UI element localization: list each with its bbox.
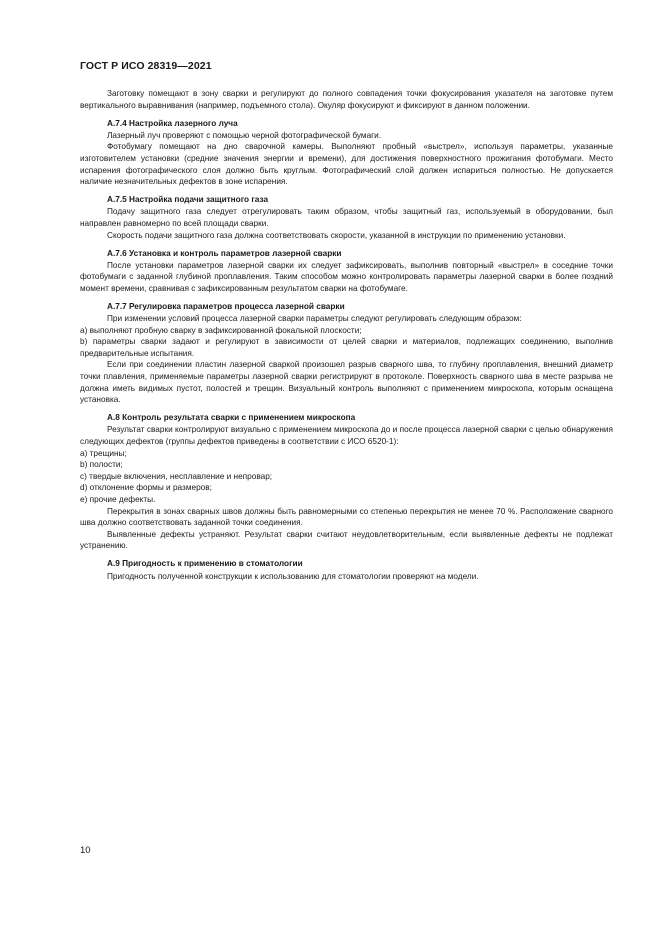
paragraph: Заготовку помещают в зону сварки и регулируют до полного совпадения точки фокусирования указателя на заготовке путем вертикального выравнивания (например, подъемного стола). Окуляр фокусируют и фиксируют в данном положении.	[80, 89, 613, 110]
list-item: a) выполняют пробную сварку в зафиксированной фокальной плоскости;	[80, 325, 362, 335]
page-number: 10	[80, 845, 91, 856]
paragraph: Перекрытия в зонах сварных швов должны быть равномерными со степенью перекрытия не менее 70 %. Расположение сварного шва должно соответствовать заданной точки соединения.	[80, 506, 613, 528]
list-item: b) полости;	[80, 460, 123, 470]
paragraph: Пригодность полученной конструкции к использованию для стоматологии проверяют на модели.	[107, 571, 479, 581]
paragraph: Скорость подачи защитного газа должна соответствовать скорости, указанной в инструкции по применению установки.	[107, 230, 566, 240]
document-body	[80, 88, 613, 582]
paragraph: После установки параметров лазерной сварки их следует зафиксировать, выполнив повторный «выстрел» в соседние точки фотобумаги с заданной глубиной проплавления. Таким способом можно контролировать параметры лазерной сварки в более поздний момент времени, сравнивая с зафиксированным результатом сварки на фотобумаге.	[80, 260, 613, 293]
section-heading: А.7.6 Установка и контроль параметров лазерной сварки	[107, 248, 342, 258]
paragraph: При изменении условий процесса лазерной сварки параметры следуют регулировать следующим образом:	[107, 314, 522, 324]
section-heading: А.7.4 Настройка лазерного луча	[107, 118, 238, 128]
list-item: c) твердые включения, несплавление и непровар;	[80, 471, 273, 481]
paragraph: Фотобумагу помещают на дно сварочной камеры. Выполняют пробный «выстрел», используя параметры, указанные изготовителем установки (средние значения энергии и времени), для достижения поверхностного прожигания фотобумаги. Место испарения фотографического слоя должно быть круглым. Фотографический слой должен испариться полностью. Не допускается наличие незначительных дефектов в зоне испарения.	[80, 142, 613, 187]
paragraph: Подачу защитного газа следует отрегулировать таким образом, чтобы защитный газ, используемый в оборудовании, был направлен равномерно по всей площади сварки.	[80, 207, 613, 228]
list-item: b) параметры сварки задают и регулируют в зависимости от целей сварки и материалов, подлежащих соединению, выполнив предварительные испытания.	[80, 337, 613, 358]
list-item: d) отклонение формы и размеров;	[80, 483, 212, 493]
paragraph: Лазерный луч проверяют с помощью черной фотографической бумаги.	[107, 130, 382, 140]
section-heading: А.7.5 Настройка подачи защитного газа	[107, 195, 269, 205]
paragraph: Результат сварки контролируют визуально с применением микроскопа до и после процесса лазерной сварки с целью обнаружения следующих дефектов (группы дефектов приведены в соответствии с ИСО 6520-1):	[80, 425, 613, 447]
page-header-title: ГОСТ Р ИСО 28319—2021	[80, 60, 212, 72]
paragraph: Если при соединении пластин лазерной сваркой произошел разрыв сварного шва, то глубину проплавления, внешний диаметр точки плавления, применяемые параметры лазерной сварки регистрируют в протоколе. Поверхность сварного шва в месте разрыва не должна иметь видимых пустот, полостей и трещин. Визуальный контроль выполняют с применением микроскопа, которым оснащена установка.	[80, 360, 613, 405]
list-item: a) трещины;	[80, 448, 127, 458]
section-heading: А.8 Контроль результата сварки с применением микроскопа	[107, 413, 356, 423]
section-heading: А.9 Пригодность к применению в стоматологии	[107, 559, 303, 569]
list-item: e) прочие дефекты.	[80, 495, 156, 504]
section-heading: А.7.7 Регулировка параметров процесса лазерной сварки	[107, 302, 345, 311]
paragraph: Выявленные дефекты устраняют. Результат сварки считают неудовлетворительным, если выявленные дефекты не подлежат устранению.	[80, 529, 613, 551]
